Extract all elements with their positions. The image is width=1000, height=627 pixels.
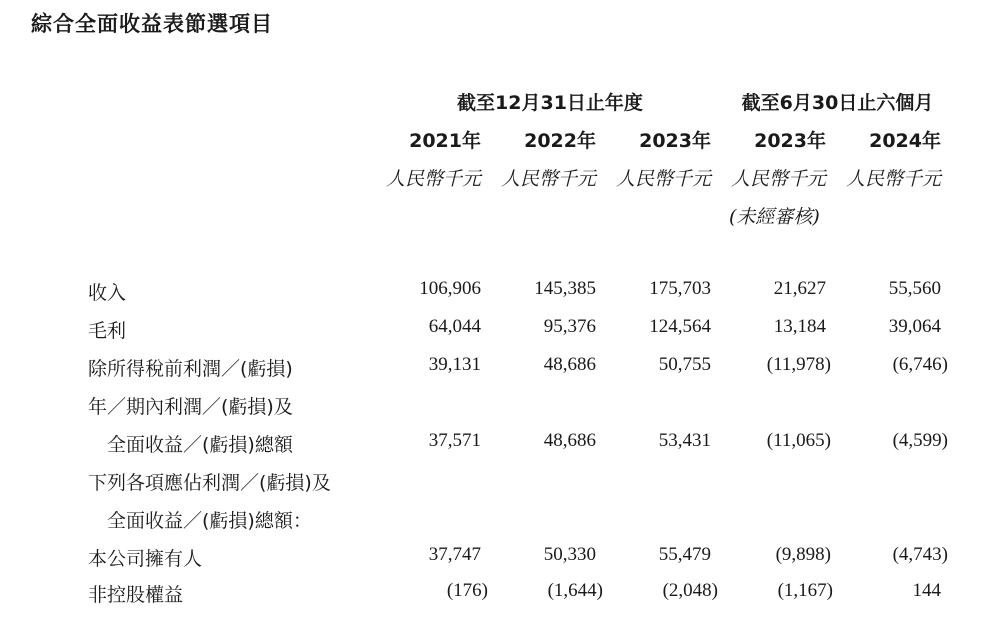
table-cell: (4,743) — [892, 544, 948, 565]
currency-header: 人民幣千元 — [845, 168, 941, 190]
year-header: 2021年 — [409, 130, 481, 152]
table-cell: 55,560 — [888, 278, 941, 299]
table-cell: 39,064 — [888, 316, 941, 337]
table-cell: 106,906 — [419, 278, 481, 299]
currency-header: 人民幣千元 — [385, 168, 481, 190]
table-cell: 37,747 — [428, 544, 481, 565]
year-header: 2022年 — [524, 130, 596, 152]
table-cell: 175,703 — [649, 278, 711, 299]
year-header: 2023年 — [639, 130, 711, 152]
table-cell: (6,746) — [892, 354, 948, 375]
year-header: 2023年 — [754, 130, 826, 152]
currency-header: 人民幣千元 — [730, 168, 826, 190]
table-cell: 37,571 — [428, 430, 481, 451]
table-cell: 55,479 — [658, 544, 711, 565]
row-label: 毛利 — [88, 320, 127, 342]
table-cell: (4,599) — [892, 430, 948, 451]
currency-header: 人民幣千元 — [500, 168, 596, 190]
row-label: 年／期內利潤／(虧損)及 — [88, 396, 293, 418]
table-cell: 48,686 — [543, 354, 596, 375]
table-cell: (176) — [446, 580, 488, 601]
table-cell: (11,065) — [766, 430, 831, 451]
table-cell: (1,167) — [777, 580, 833, 601]
row-label: 除所得稅前利潤／(虧損) — [88, 358, 293, 380]
row-label: 本公司擁有人 — [88, 548, 203, 570]
row-label: 全面收益／(虧損)總額： — [107, 510, 312, 532]
table-cell: (2,048) — [662, 580, 718, 601]
table-cell: (11,978) — [766, 354, 831, 375]
table-cell: (1,644) — [547, 580, 603, 601]
header-group-annual: 截至12月31日止年度 — [457, 92, 643, 114]
table-cell: 13,184 — [773, 316, 826, 337]
year-header: 2024年 — [869, 130, 941, 152]
section-title: 綜合全面收益表節選項目 — [31, 12, 273, 36]
table-cell: 48,686 — [543, 430, 596, 451]
table-cell: 50,755 — [658, 354, 711, 375]
table-cell: 50,330 — [543, 544, 596, 565]
table-cell: 124,564 — [649, 316, 711, 337]
table-cell: (9,898) — [775, 544, 831, 565]
table-cell: 53,431 — [658, 430, 711, 451]
table-cell: 64,044 — [428, 316, 481, 337]
table-cell: 145,385 — [534, 278, 596, 299]
header-group-six-months: 截至6月30日止六個月 — [741, 92, 934, 114]
table-cell: 95,376 — [543, 316, 596, 337]
currency-header: 人民幣千元 — [615, 168, 711, 190]
table-cell: 21,627 — [773, 278, 826, 299]
row-label: 全面收益／(虧損)總額 — [107, 434, 293, 456]
table-cell: 144 — [912, 580, 941, 601]
unaudited-note: (未經審核) — [729, 206, 820, 228]
row-label: 收入 — [88, 282, 127, 304]
row-label: 下列各項應佔利潤／(虧損)及 — [88, 472, 331, 494]
table-cell: 39,131 — [428, 354, 481, 375]
row-label: 非控股權益 — [88, 584, 184, 606]
